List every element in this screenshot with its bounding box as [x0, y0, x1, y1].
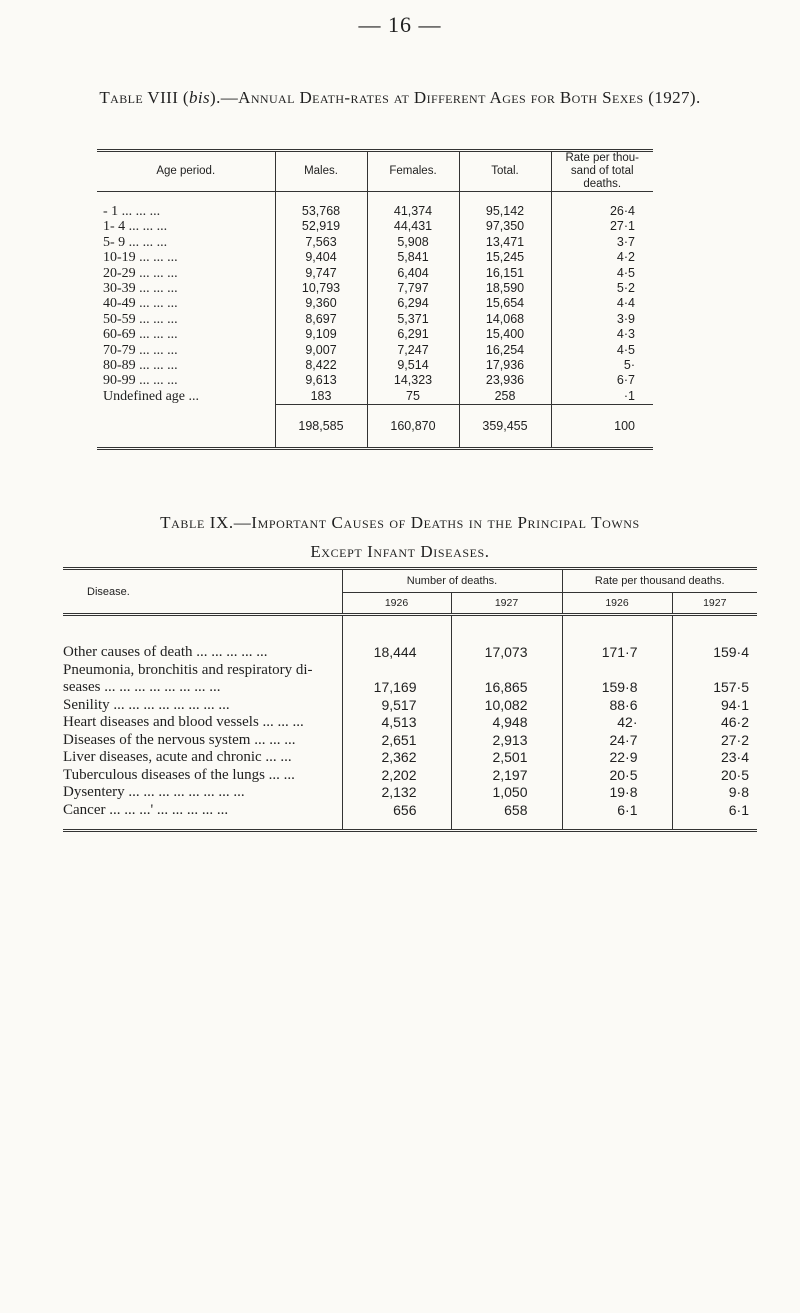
table9-disease-cell: Tuberculous diseases of the lungs ... ... [63, 766, 295, 783]
table8-females-cell: 7,797 [367, 281, 459, 296]
table8-rate-cell: 27·1 [551, 219, 653, 234]
table8-title-suffix: ).—Annual Death-rates at Different Ages for Both Sexes (1927). [210, 88, 701, 107]
table9-deaths-1927-cell: 17,073 [451, 615, 562, 662]
table8 [97, 149, 653, 450]
table8-males-cell: 9,360 [275, 296, 367, 311]
table8-total-cell: 15,245 [459, 250, 551, 265]
table9-disease-cell: Diseases of the nervous system ... ... ... [63, 731, 296, 748]
table9-rate-1927-cell: 46·2 [672, 714, 757, 732]
table9-rate-1927-cell: 27·2 [672, 732, 757, 750]
table8-total-cell: 95,142 [459, 192, 551, 220]
table8-age-cell: 40-49 ... ... ... [103, 296, 178, 312]
table9-rate-1927-cell: 20·5 [672, 767, 757, 785]
table9-row [63, 802, 757, 830]
table8-rate-cell: 26·4 [551, 192, 653, 220]
table8-females-cell: 9,514 [367, 358, 459, 373]
table9-row [63, 662, 757, 680]
table9-disease-cell: Dysentery ... ... ... ... ... ... ... ... [63, 784, 245, 800]
table8-age-cell: - 1 ... ... ... [103, 204, 161, 219]
table8-row [97, 192, 653, 220]
table9-row [63, 615, 757, 662]
table9-deaths-1926-cell [342, 662, 451, 680]
table9-year-rate-1926: 1926 [562, 593, 672, 615]
table8-body [97, 192, 653, 405]
table8-males-cell: 9,109 [275, 327, 367, 342]
table9-title-line2: Except Infant Diseases. [310, 542, 490, 561]
table8-total-cell: 258 [459, 389, 551, 405]
table9-row [63, 784, 757, 802]
table8-total-females: 160,870 [367, 405, 459, 447]
table9-rate-1926-cell: 88·6 [562, 697, 672, 715]
table9-deaths-1926-cell: 17,169 [342, 679, 451, 697]
table8-age-cell: 20-29 ... ... ... [103, 265, 178, 281]
table9-rate-1927-cell [672, 662, 757, 680]
table9-rate-1926-cell: 6·1 [562, 802, 672, 830]
table8-total-cell: 18,590 [459, 281, 551, 296]
table8-rate-cell: 6·7 [551, 373, 653, 388]
table9-rate-1926-cell: 171·7 [562, 615, 672, 662]
table8-total-row [97, 405, 653, 447]
table8-age-cell: 60-69 ... ... ... [103, 327, 178, 343]
table9-deaths-1927-cell: 2,913 [451, 732, 562, 750]
table8-total-cell: 14,068 [459, 312, 551, 327]
table8-age-cell: Undefined age ... [103, 389, 200, 405]
table9-header-number: Number of deaths. [342, 570, 562, 593]
table8-rate-cell: 4·5 [551, 266, 653, 281]
table9-deaths-1927-cell: 1,050 [451, 784, 562, 802]
table8-row [97, 266, 653, 281]
table9-deaths-1926-cell: 2,202 [342, 767, 451, 785]
table8-females-cell: 44,431 [367, 219, 459, 234]
table8-females-cell: 7,247 [367, 343, 459, 358]
table8-row [97, 389, 653, 405]
table8-males-cell: 9,404 [275, 250, 367, 265]
table9-title-line1: Table IX.—Important Causes of Deaths in the Principal Towns [160, 513, 640, 532]
table8-rate-cell: 4·5 [551, 343, 653, 358]
table9-rate-1927-cell: 94·1 [672, 697, 757, 715]
table8-title-prefix: Table VIII ( [99, 88, 189, 107]
table8-females-cell: 6,291 [367, 327, 459, 342]
table8-females-cell: 6,294 [367, 296, 459, 311]
table8-total-cell: 13,471 [459, 235, 551, 250]
table9-rate-1926-cell: 22·9 [562, 749, 672, 767]
table8-rate-cell: 3·7 [551, 235, 653, 250]
table8-females-cell: 14,323 [367, 373, 459, 388]
table8-total-total: 359,455 [459, 405, 551, 447]
table8-males-cell: 8,422 [275, 358, 367, 373]
table8-females-cell: 6,404 [367, 266, 459, 281]
table8-total-cell: 97,350 [459, 219, 551, 234]
table9-deaths-1927-cell: 658 [451, 802, 562, 830]
table9-deaths-1926-cell: 18,444 [342, 615, 451, 662]
table8-rate-cell: 4·2 [551, 250, 653, 265]
table8-age-cell: 90-99 ... ... ... [103, 373, 178, 389]
table9-row [63, 749, 757, 767]
table8-row [97, 296, 653, 311]
table8-total-rate: 100 [551, 405, 653, 447]
table8-age-cell: 80-89 ... ... ... [103, 358, 178, 374]
table9-disease-cell: Pneumonia, bronchitis and respiratory di- [63, 661, 313, 678]
table8-total-cell: 16,151 [459, 266, 551, 281]
table9-deaths-1926-cell: 2,362 [342, 749, 451, 767]
table9-deaths-1927-cell: 2,501 [451, 749, 562, 767]
table8-females-cell: 41,374 [367, 192, 459, 220]
table9-rate-1926-cell: 19·8 [562, 784, 672, 802]
table8-rate-cell: 3·9 [551, 312, 653, 327]
table9-deaths-1927-cell: 10,082 [451, 697, 562, 715]
table8-rate-cell: 5·2 [551, 281, 653, 296]
table9-row [63, 679, 757, 697]
table9-rate-1926-cell: 20·5 [562, 767, 672, 785]
table8-row [97, 358, 653, 373]
table8-header-rate: Rate per thou- sand of total deaths. [551, 152, 653, 192]
table9-disease-cell: seases ... ... ... ... ... ... ... ... [63, 679, 221, 695]
table9-disease-cell: Senility ... ... ... ... ... ... ... ... [63, 696, 230, 713]
table9-row [63, 732, 757, 750]
table8-rate-cell: 5· [551, 358, 653, 373]
table9-row [63, 714, 757, 732]
table9-rate-1927-cell: 6·1 [672, 802, 757, 830]
table9-disease-cell: Heart diseases and blood vessels ... ... ... [63, 714, 304, 730]
table8-age-cell: 70-79 ... ... ... [103, 342, 178, 358]
table8-row [97, 281, 653, 296]
table8-age-cell: 1- 4 ... ... ... [103, 219, 168, 235]
table8-rate-cell: ·1 [551, 389, 653, 405]
table9-rate-1927-cell: 157·5 [672, 679, 757, 697]
table9-rate-1926-cell: 159·8 [562, 679, 672, 697]
table8-row [97, 250, 653, 265]
table8-header-age: Age period. [97, 152, 275, 192]
table8-total-cell: 23,936 [459, 373, 551, 388]
table9 [63, 567, 757, 832]
table9-rate-1926-cell: 24·7 [562, 732, 672, 750]
table8-title [0, 88, 800, 108]
table9-row [63, 697, 757, 715]
table9-disease-cell: Cancer ... ... ...' ... ... ... ... ... [63, 801, 229, 818]
table8-males-cell: 53,768 [275, 192, 367, 220]
table8-total-males: 198,585 [275, 405, 367, 447]
table9-row [63, 767, 757, 785]
table9-rate-1927-cell: 159·4 [672, 615, 757, 662]
table8-males-cell: 8,697 [275, 312, 367, 327]
table8-total-cell: 16,254 [459, 343, 551, 358]
table8-row [97, 343, 653, 358]
table9-deaths-1926-cell: 9,517 [342, 697, 451, 715]
table8-males-cell: 9,007 [275, 343, 367, 358]
table8-males-cell: 9,747 [275, 266, 367, 281]
table9-header-disease: Disease. [63, 570, 342, 615]
table8-males-cell: 10,793 [275, 281, 367, 296]
table8-age-cell: 5- 9 ... ... ... [103, 234, 168, 250]
table8-males-cell: 9,613 [275, 373, 367, 388]
table9-deaths-1927-cell: 16,865 [451, 679, 562, 697]
table8-row [97, 373, 653, 388]
table9-deaths-1926-cell: 2,651 [342, 732, 451, 750]
table8-header-females: Females. [367, 152, 459, 192]
table8-header-males: Males. [275, 152, 367, 192]
table8-row [97, 219, 653, 234]
table8-age-cell: 30-39 ... ... ... [103, 281, 178, 297]
table8-males-cell: 183 [275, 389, 367, 405]
table9-deaths-1927-cell [451, 662, 562, 680]
table8-total-cell: 15,400 [459, 327, 551, 342]
table8-females-cell: 5,371 [367, 312, 459, 327]
table9-deaths-1926-cell: 656 [342, 802, 451, 830]
table8-females-cell: 5,908 [367, 235, 459, 250]
table9-header-rate: Rate per thousand deaths. [562, 570, 757, 593]
table8-header-total: Total. [459, 152, 551, 192]
table9-year-rate-1927: 1927 [672, 593, 757, 615]
table8-females-cell: 75 [367, 389, 459, 405]
table9-rate-1926-cell: 42· [562, 714, 672, 732]
table9-year-number-1927: 1927 [451, 593, 562, 615]
table9-disease-cell: Liver diseases, acute and chronic ... ... [63, 749, 292, 765]
table8-total-cell: 17,936 [459, 358, 551, 373]
table8-header-row [97, 152, 653, 192]
table9-deaths-1927-cell: 4,948 [451, 714, 562, 732]
table8-males-cell: 7,563 [275, 235, 367, 250]
table8-row [97, 327, 653, 342]
table8-age-cell: 50-59 ... ... ... [103, 311, 178, 327]
table9-rate-1926-cell [562, 662, 672, 680]
table9-deaths-1927-cell: 2,197 [451, 767, 562, 785]
table8-rate-cell: 4·3 [551, 327, 653, 342]
table9-year-number-1926: 1926 [342, 593, 451, 615]
table9-deaths-1926-cell: 4,513 [342, 714, 451, 732]
table9-title [0, 508, 800, 566]
table9-body [63, 615, 757, 830]
table8-males-cell: 52,919 [275, 219, 367, 234]
table9-deaths-1926-cell: 2,132 [342, 784, 451, 802]
table8-rate-cell: 4·4 [551, 296, 653, 311]
table8-age-cell: 10-19 ... ... ... [103, 250, 178, 266]
page-number: — 16 — [358, 12, 442, 37]
table8-title-bis: bis [189, 88, 211, 107]
table9-disease-cell: Other causes of death ... ... ... ... ... [63, 644, 268, 660]
table8-total-cell: 15,654 [459, 296, 551, 311]
table9-rate-1927-cell: 9·8 [672, 784, 757, 802]
table8-row [97, 235, 653, 250]
table8-females-cell: 5,841 [367, 250, 459, 265]
table9-rate-1927-cell: 23·4 [672, 749, 757, 767]
table8-row [97, 312, 653, 327]
